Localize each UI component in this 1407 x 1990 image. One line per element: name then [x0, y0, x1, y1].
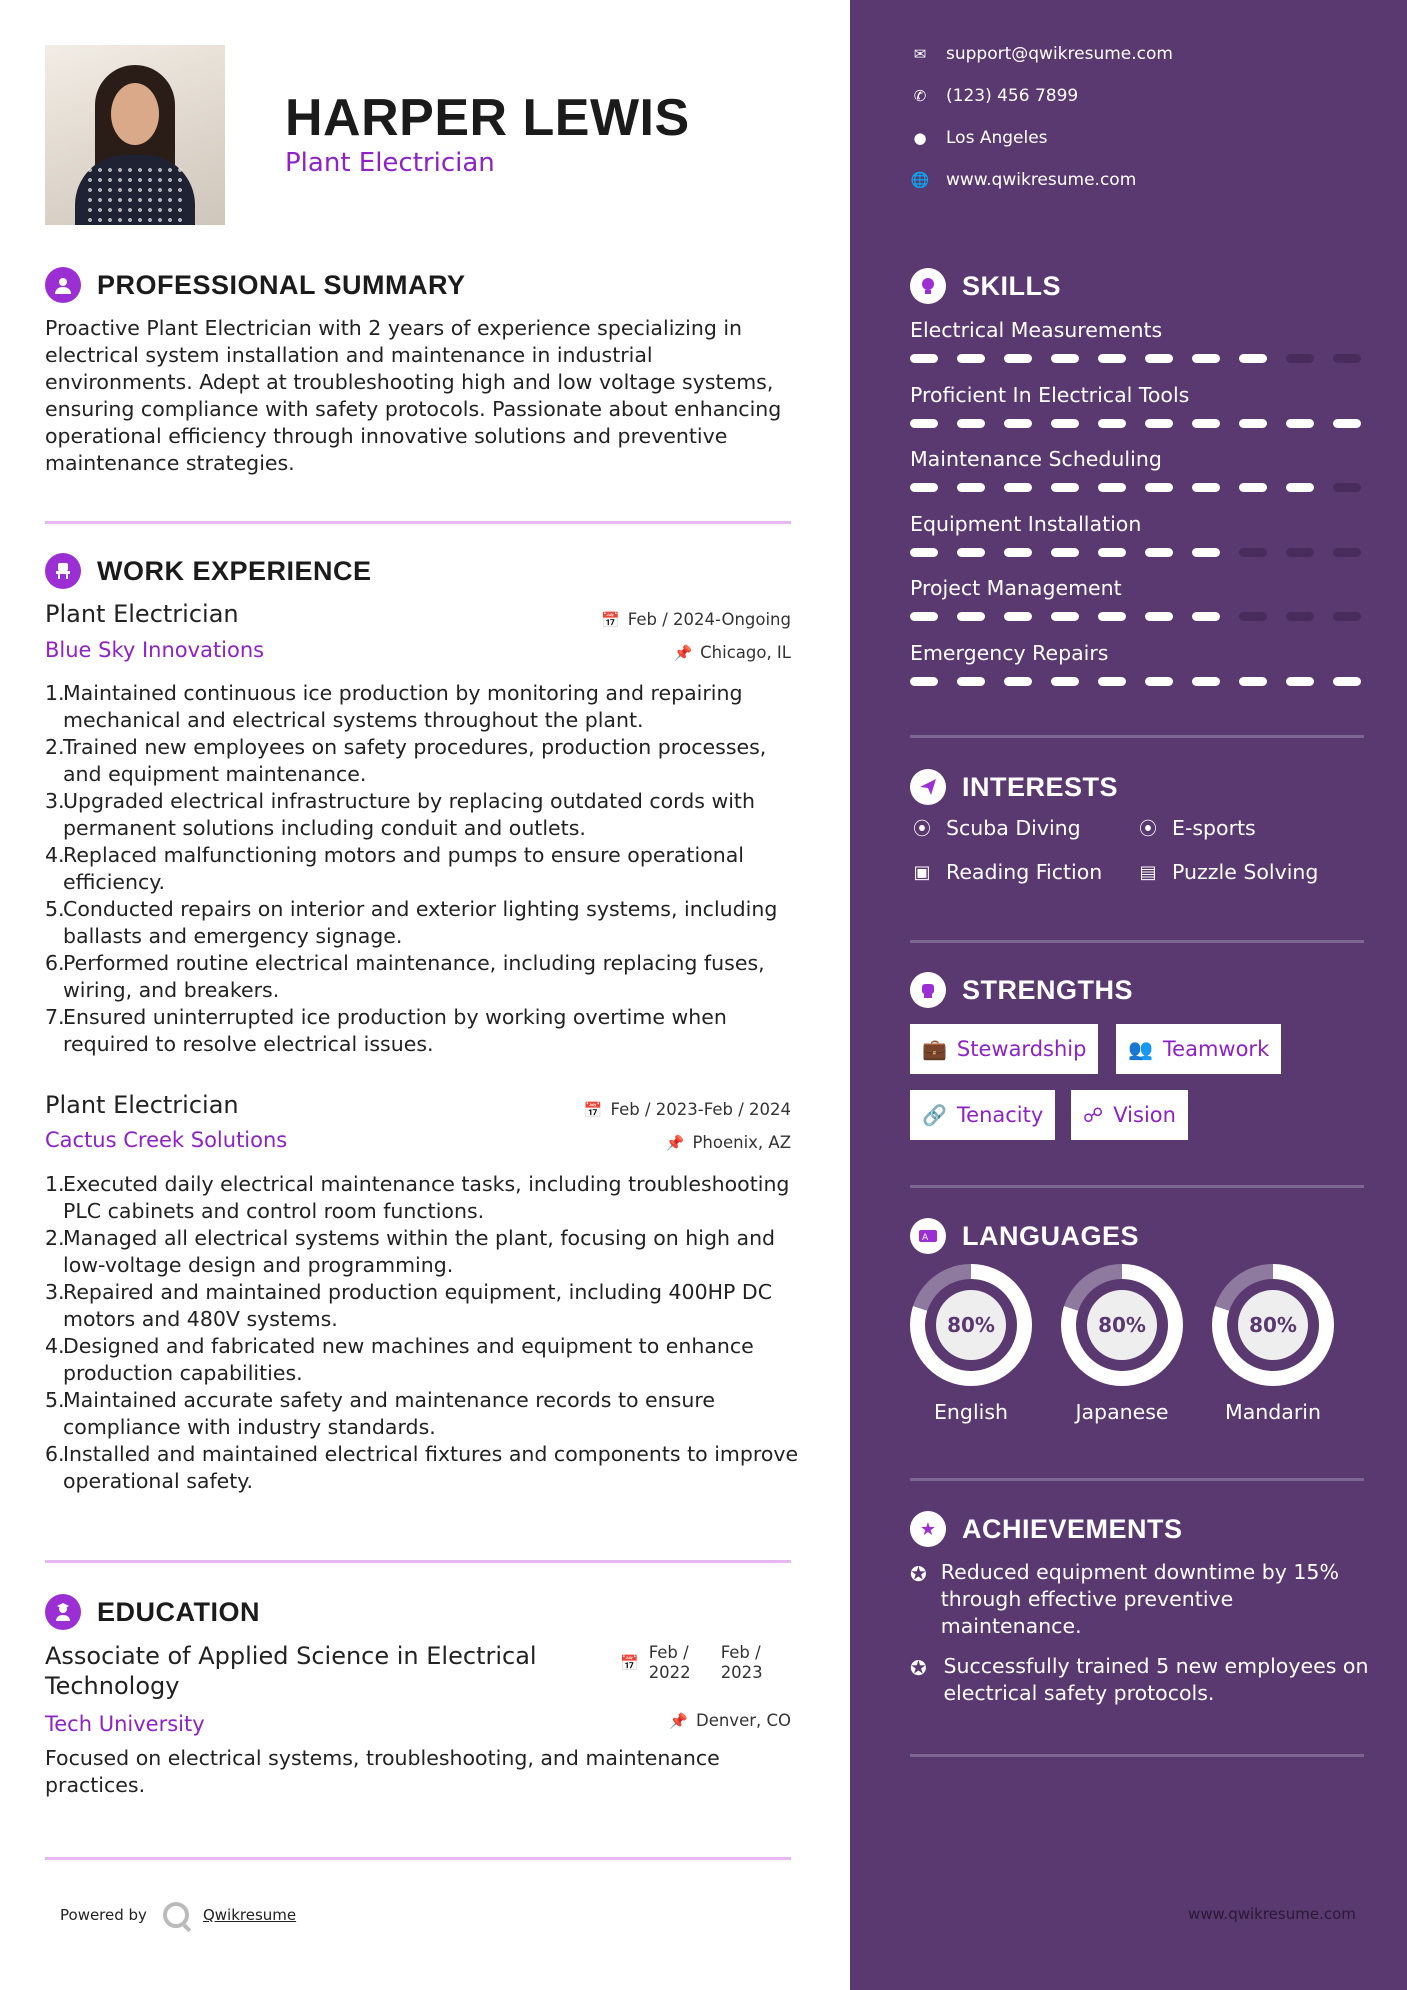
skill-segment: [1004, 419, 1032, 428]
list-item: 1. Executed daily electrical maintenance tasks, including troubleshooting PLC cabinets and control room functions.: [45, 1172, 790, 1223]
star-icon: ✪: [910, 1562, 927, 1586]
interest-item: [910, 860, 1102, 884]
list-item: 2. Trained new employees on safety procedures, production processes, and equipment maintenance.: [45, 735, 767, 786]
education-heading: [45, 1594, 260, 1630]
skill-segment: [1286, 612, 1314, 621]
skill-segment: [1239, 419, 1267, 428]
skill-segment: [1286, 419, 1314, 428]
skill-segment: [957, 354, 985, 363]
section-divider: [45, 1857, 791, 1860]
skill-name: Proficient In Electrical Tools: [910, 382, 1190, 407]
candidate-name: HARPER LEWIS: [285, 89, 690, 147]
strength-chip: [1116, 1024, 1281, 1074]
degree-line: Technology: [45, 1672, 180, 1700]
interests-heading: [910, 769, 1118, 805]
interest-item: [1136, 860, 1318, 884]
job-company: Cactus Creek Solutions: [45, 1128, 288, 1152]
contact-website[interactable]: [910, 170, 1136, 190]
achievement-text: Successfully trained 5 new employees on electrical safety protocols.: [943, 1654, 1369, 1705]
skill-segment: [910, 419, 938, 428]
skill-segment: [1333, 419, 1361, 428]
skill-segment: [1098, 677, 1126, 686]
skill-segment: [1004, 483, 1032, 492]
skill-segment: [1145, 548, 1173, 557]
strengths-heading: [910, 972, 1133, 1008]
skill-segment: [1333, 354, 1361, 363]
pin-icon: 📌: [673, 643, 693, 662]
language-ring: [1212, 1264, 1334, 1386]
list-item: 5. Maintained accurate safety and maintenance records to ensure compliance with industry standards.: [45, 1388, 715, 1439]
language-percent: 80%: [1238, 1290, 1308, 1360]
language-percent: 80%: [936, 1290, 1006, 1360]
calendar-icon: 📅: [601, 610, 620, 629]
skill-segment: [1098, 354, 1126, 363]
list-item: 6. Performed routine electrical maintenance, including replacing fuses, wiring, and breakers.: [45, 951, 765, 1002]
skills-heading: [910, 268, 1061, 304]
skill-segment: [1286, 548, 1314, 557]
list-item: 6. Installed and maintained electrical fixtures and components to improve operational safety.: [45, 1442, 799, 1493]
skill-segment: [1239, 354, 1267, 363]
languages-title: LANGUAGES: [962, 1220, 1140, 1251]
job-title: Plant Electrician: [45, 1091, 239, 1119]
language-ring: [910, 1264, 1032, 1386]
phone-icon: ✆: [913, 87, 927, 105]
list-item: 7. Ensured uninterrupted ice production by working overtime when required to resolve electrical issues.: [45, 1005, 727, 1056]
list-item: 3. Repaired and maintained production equipment, including 400HP DC motors and 480V systems.: [45, 1280, 773, 1331]
email-text: support@qwikresume.com: [946, 44, 1173, 64]
profile-photo: [45, 45, 225, 225]
skill-segment: [1098, 419, 1126, 428]
skill-segment: [1145, 419, 1173, 428]
briefcase-icon: 💼: [922, 1037, 947, 1061]
star-icon: ✪: [910, 1656, 927, 1680]
svg-text:A: A: [922, 1233, 929, 1243]
skill-segment: [1004, 612, 1032, 621]
powered-by: [60, 1902, 296, 1928]
skill-segment: [1286, 354, 1314, 363]
skill-segment: [957, 612, 985, 621]
skill-name: Maintenance Scheduling: [910, 447, 1162, 471]
skill-segment: [1145, 612, 1173, 621]
skill-segment: [1286, 483, 1314, 492]
skill-segment: [1192, 419, 1220, 428]
skill-segment: [1051, 354, 1079, 363]
language-name: Japanese: [1075, 1400, 1169, 1424]
globe-icon: 🌐: [910, 171, 930, 189]
summary-text: Proactive Plant Electrician with 2 years of experience specializing in electrical system installation and maintenance in industrial environments. Adept at troubleshooting high and low voltage systems, ensuring compliance with safety protocols. Passionate about enhancing operational efficiency through innovative solutions and preventive maintenance strategies.: [45, 316, 782, 475]
achievement-text: Reduced equipment downtime by 15% through effective preventive maintenance.: [940, 1560, 1339, 1638]
education-location-text: Denver, CO: [695, 1711, 791, 1730]
experience-heading: [45, 553, 372, 589]
skill-segment: [1192, 354, 1220, 363]
skills-title: SKILLS: [962, 270, 1062, 301]
skill-segment: [910, 548, 938, 557]
strengths-title: STRENGTHS: [962, 974, 1134, 1005]
skill-level-bar: [910, 677, 1380, 686]
skill-segment: [1145, 677, 1173, 686]
skill-name: Project Management: [910, 576, 1122, 600]
skill-segment: [910, 677, 938, 686]
skill-segment: [1145, 354, 1173, 363]
envelope-icon: ✉: [913, 45, 927, 63]
brand-link[interactable]: Qwikresume: [202, 1906, 297, 1924]
skill-segment: [1239, 483, 1267, 492]
skill-segment: [1098, 612, 1126, 621]
achievements-heading: [910, 1511, 1183, 1547]
users-icon: 👥: [1128, 1037, 1153, 1061]
interest-label: Reading Fiction: [946, 860, 1103, 884]
skill-segment: [1098, 548, 1126, 557]
job-title: Plant Electrician: [45, 600, 239, 628]
skill-segment: [1333, 612, 1361, 621]
strength-label: Teamwork: [1162, 1037, 1270, 1061]
skill-name: Equipment Installation: [910, 511, 1142, 536]
calendar-icon: 📅: [620, 1654, 639, 1672]
skill-segment: [1051, 677, 1079, 686]
strength-chip: [1071, 1090, 1188, 1140]
skill-segment: [957, 548, 985, 557]
contact-email[interactable]: [910, 44, 1173, 64]
section-divider: [910, 1185, 1364, 1188]
skill-segment: [1051, 548, 1079, 557]
paper-plane-icon: [910, 769, 946, 805]
contact-location: [910, 128, 1048, 148]
calendar-icon: 📅: [583, 1100, 603, 1119]
section-divider: [910, 735, 1364, 738]
star-badge-icon: ★: [910, 1511, 946, 1547]
skill-level-bar: [910, 354, 1380, 363]
interest-label: Scuba Diving: [946, 816, 1081, 840]
list-item: 1. Maintained continuous ice production by monitoring and repairing mechanical and electrical systems throughout the plant.: [45, 681, 743, 732]
skill-segment: [910, 483, 938, 492]
powered-by-label: Powered by: [60, 1906, 147, 1924]
skill-segment: [1004, 548, 1032, 557]
languages-heading: [910, 1218, 1139, 1254]
list-item: 5. Conducted repairs on interior and exterior lighting systems, including ballasts and emergency signage.: [45, 897, 778, 948]
contact-phone[interactable]: [910, 86, 1078, 106]
skill-segment: [1239, 612, 1267, 621]
fist-icon: [910, 972, 946, 1008]
skill-segment: [1333, 677, 1361, 686]
skill-segment: [1004, 354, 1032, 363]
strength-label: Tenacity: [956, 1103, 1044, 1127]
achievement-item: [910, 1559, 1370, 1640]
phone-text: (123) 456 7899: [946, 86, 1079, 106]
skill-segment: [1051, 612, 1079, 621]
skill-segment: [1333, 548, 1361, 557]
education-text: Focused on electrical systems, troubleshooting, and maintenance practices.: [45, 1746, 720, 1797]
binoculars-icon: ☍: [1083, 1103, 1104, 1127]
job-location: [673, 643, 791, 662]
job-dates-text: Feb / 2023-Feb / 2024: [610, 1100, 791, 1119]
map-marker-icon: ●: [913, 129, 927, 147]
skill-level-bar: [910, 419, 1380, 428]
website-text: www.qwikresume.com: [946, 170, 1137, 190]
skill-segment: [1239, 548, 1267, 557]
footer-website[interactable]: www.qwikresume.com: [1188, 1905, 1356, 1923]
achievement-item: [910, 1653, 1370, 1707]
degree-line: Associate of Applied Science in Electrical: [45, 1642, 537, 1670]
language-name: English: [933, 1400, 1009, 1424]
skill-segment: [1004, 677, 1032, 686]
skill-level-bar: [910, 483, 1380, 492]
language-name: Mandarin: [1225, 1400, 1321, 1424]
skill-segment: [1286, 677, 1314, 686]
skill-level-bar: [910, 612, 1380, 621]
education-title: EDUCATION: [97, 1596, 260, 1627]
pin-icon: 📌: [665, 1133, 685, 1152]
school-name: Tech University: [45, 1712, 205, 1736]
section-divider: [910, 1754, 1364, 1757]
qwikresume-logo-icon: [163, 1902, 189, 1928]
job-company: Blue Sky Innovations: [45, 638, 265, 662]
job-location-text: Chicago, IL: [700, 643, 791, 662]
list-item: 2. Managed all electrical systems within the plant, focusing on high and low-voltage design and programming.: [45, 1226, 776, 1277]
degree-title: [45, 1641, 605, 1701]
lightbulb-icon: [910, 268, 946, 304]
chair-icon: [45, 553, 81, 589]
translate-icon: [910, 1218, 946, 1254]
education-dates: [620, 1643, 763, 1683]
lifebuoy-icon: ⦿: [1139, 819, 1157, 840]
end-date: Feb / 2023: [720, 1643, 763, 1682]
section-divider: [45, 521, 791, 524]
skill-name: Emergency Repairs: [910, 640, 1109, 665]
skill-segment: [1192, 483, 1220, 492]
job-duties: [45, 680, 805, 1058]
skill-segment: [1239, 677, 1267, 686]
list-item: 3. Upgraded electrical infrastructure by replacing outdated cords with permanent solutions including conduit and outlets.: [45, 789, 755, 840]
link-icon: 🔗: [922, 1103, 947, 1127]
education-location: [669, 1711, 791, 1730]
job-location: [666, 1133, 791, 1152]
job-dates: [601, 610, 791, 629]
language-percent: 80%: [1087, 1290, 1157, 1360]
list-item: 4. Replaced malfunctioning motors and pumps to ensure operational efficiency.: [45, 843, 744, 894]
gamepad-icon: ▣: [913, 861, 931, 883]
skill-segment: [957, 419, 985, 428]
skill-segment: [1333, 483, 1361, 492]
strength-label: Stewardship: [956, 1037, 1087, 1061]
interests-title: INTERESTS: [962, 771, 1119, 802]
job-dates: [584, 1100, 791, 1119]
skill-segment: [1051, 419, 1079, 428]
job-duties: [45, 1171, 805, 1495]
strength-chip: [910, 1024, 1098, 1074]
skill-segment: [1192, 612, 1220, 621]
summary-title: PROFESSIONAL SUMMARY: [97, 269, 466, 300]
location-text: Los Angeles: [946, 128, 1048, 148]
section-divider: [45, 1560, 791, 1563]
skill-segment: [1051, 483, 1079, 492]
skill-segment: [910, 354, 938, 363]
job-location-text: Phoenix, AZ: [692, 1133, 791, 1152]
skill-name: Electrical Measurements: [910, 318, 1163, 342]
language-item: [910, 1264, 1032, 1424]
section-divider: [910, 940, 1364, 943]
experience-title: WORK EXPERIENCE: [97, 555, 372, 586]
skill-segment: [910, 612, 938, 621]
skill-segment: [1192, 677, 1220, 686]
lifebuoy-icon: ⦿: [913, 819, 931, 840]
language-item: [1061, 1264, 1183, 1424]
list-item: 4. Designed and fabricated new machines and equipment to enhance production capabilities.: [45, 1334, 754, 1385]
skill-segment: [957, 677, 985, 686]
pin-icon: 📌: [669, 1711, 688, 1730]
language-ring: [1061, 1264, 1183, 1386]
section-divider: [910, 1478, 1364, 1481]
interest-label: E-sports: [1172, 816, 1256, 840]
skill-segment: [1098, 483, 1126, 492]
interest-item: [910, 815, 1081, 841]
language-item: [1212, 1264, 1334, 1424]
skill-segment: [1192, 548, 1220, 557]
strength-chip: [910, 1090, 1055, 1140]
skill-segment: [957, 483, 985, 492]
start-date: Feb / 2022: [648, 1643, 691, 1682]
candidate-role: Plant Electrician: [285, 148, 495, 178]
achievements-title: ACHIEVEMENTS: [962, 1513, 1183, 1544]
skill-level-bar: [910, 548, 1380, 557]
job-dates-text: Feb / 2024-Ongoing: [627, 610, 791, 629]
interest-item: [1136, 815, 1256, 841]
strength-label: Vision: [1113, 1103, 1176, 1127]
summary-heading: [45, 267, 466, 303]
graduate-icon: [45, 1594, 81, 1630]
interest-label: Puzzle Solving: [1172, 860, 1319, 884]
user-icon: [45, 267, 81, 303]
skill-segment: [1145, 483, 1173, 492]
book-icon: ▤: [1139, 861, 1157, 883]
